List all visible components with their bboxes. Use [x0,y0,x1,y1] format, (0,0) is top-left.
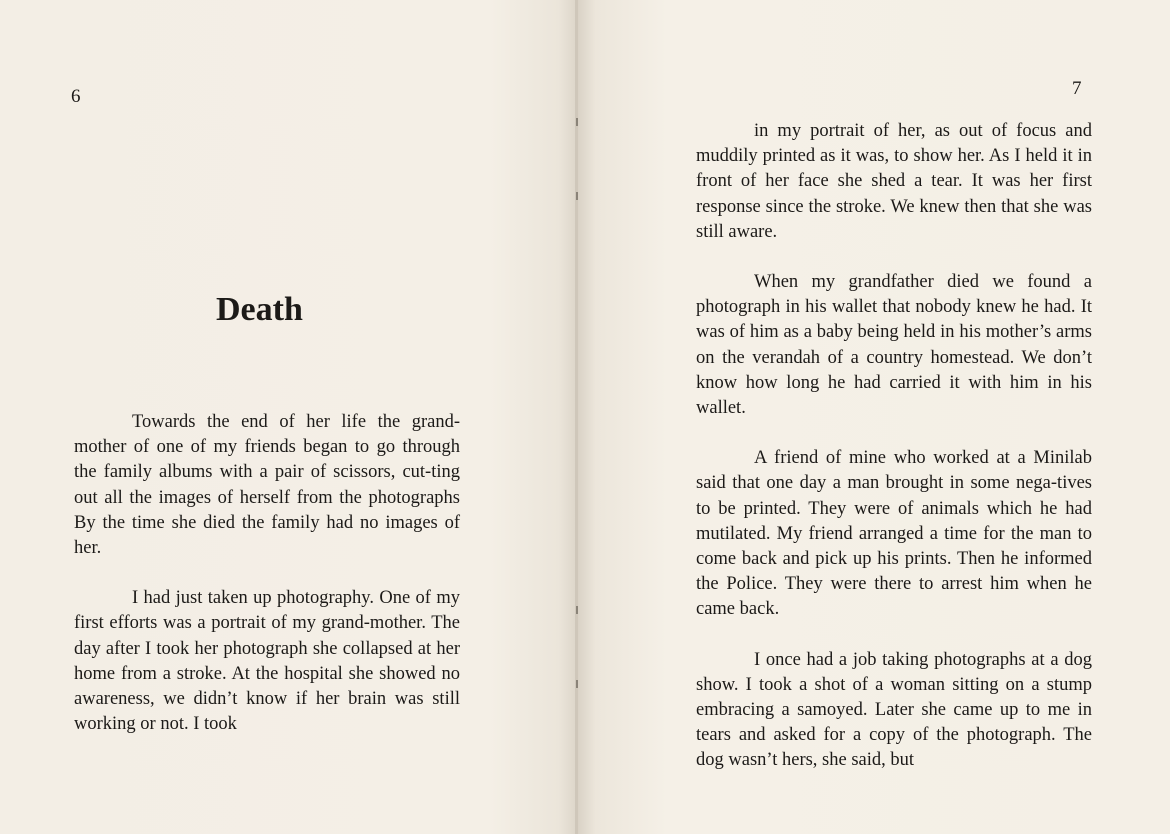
right-page [578,0,1170,834]
right-body-text [696,119,1092,799]
right-paragraph-3: A friend of mine who worked at a Minilab said that one day a man brought in some nega-tives to be printed. They were of animals which he had mutilated. My friend arranged a time for the man to come back and pick up his prints. Then he informed the Police. They were there to arrest him when he came back. [696,448,1092,620]
right-paragraph-1: in my portrait of her, as out of focus and muddily printed as it was, to show her. As I held it in front of her face she shed a tear. It was her first response since the stroke. We knew then that she was still aware. [696,121,1092,242]
right-page-number: 7 [1072,78,1082,99]
left-paragraph-2: I had just taken up photography. One of my first efforts was a portrait of my grand-mother. The day after I took her photograph she collapsed at her home from a stroke. At the hospital she showed no awareness, we didn’t know if her brain was still working or not. I took [74,588,460,735]
left-page [0,0,576,834]
left-paragraph-1: Towards the end of her life the grand-mother of one of my friends began to go through the family albums with a pair of scissors, cut-ting out all the images of herself from the photographs By the time she died the family had no images of her. [74,412,460,559]
right-paragraph-2: When my grandfather died we found a photograph in his wallet that nobody knew he had. It was of him as a baby being held in his mother’s arms on the verandah of a country homestead. We don’t know how long he had carried it with him in his wallet. [696,272,1092,419]
chapter-heading: Death [216,291,303,328]
left-body-text [74,410,460,762]
left-page-number: 6 [71,86,81,107]
show-through-left [80,128,460,388]
right-paragraph-4: I once had a job taking photographs at a dog show. I took a shot of a woman sitting on a stump embracing a samoyed. Later she came up to me in tears and asked for a copy of the photograph. The dog wasn’t hers, she said, but [696,649,1092,771]
